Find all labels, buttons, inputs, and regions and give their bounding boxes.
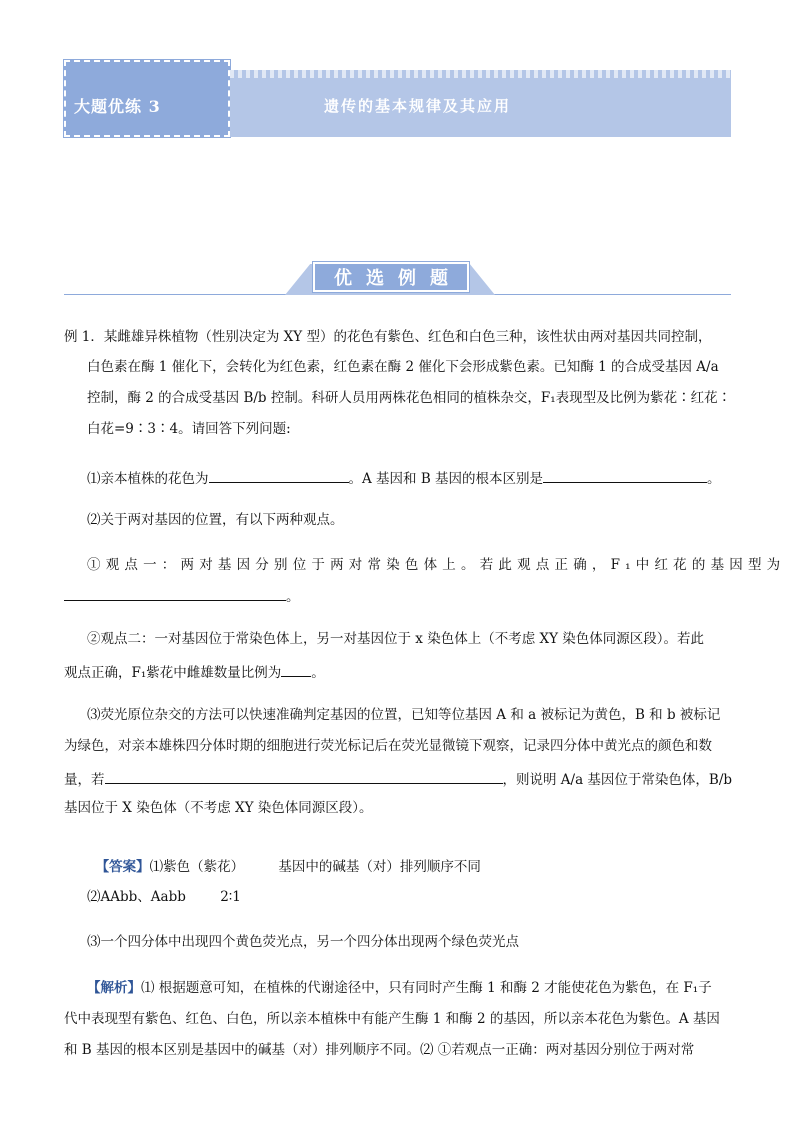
analysis-label: 【解析】 xyxy=(87,980,141,996)
answer-label: 【答案】 xyxy=(95,858,150,875)
answer-blank-2b[interactable] xyxy=(281,664,311,677)
question-2-view-1-end: 。 xyxy=(286,589,300,605)
analysis-line-1: ⑴ 根据题意可知，在植株的代谢途径中，只有同时产生酶 1 和酶 2 才能使花色为紫色，在 F₁子 xyxy=(141,980,712,996)
question-3-line-3 xyxy=(64,771,732,788)
answer-blank-3[interactable] xyxy=(105,771,503,784)
analysis-line-2: 代中表现型有紫色、红色、白色，所以亲本植株中有能产生酶 1 和酶 2 的基因，所以亲本花色为紫色。A 基因 xyxy=(64,1011,720,1027)
question-2-view-1-text: ①观点一：两对基因分别位于两对常染色体上。若此观点正确，F₁中红花的基因型为 xyxy=(87,557,786,573)
header-tag: 大题优练 3 xyxy=(74,97,161,116)
header-title-box xyxy=(230,70,731,137)
header-banner xyxy=(64,60,731,137)
section-heading xyxy=(313,262,469,292)
question-intro-line-4: 白花=9∶3∶4。请回答下列问题: xyxy=(87,421,291,437)
question-2: ⑵关于两对基因的位置，有以下两种观点。 xyxy=(87,512,344,528)
question-2-view-2-end: 。 xyxy=(311,665,325,681)
question-3-line-1: ⑶荧光原位杂交的方法可以快速准确判定基因的位置，已知等位基因 A 和 a 被标记为黄色，B 和 b 被标记 xyxy=(87,707,721,723)
header-title: 遗传的基本规律及其应用 xyxy=(324,97,512,115)
answer-blank-1b[interactable] xyxy=(543,470,707,483)
answer-line-3: ⑶一个四分体中出现四个黄色荧光点，另一个四分体出现两个绿色荧光点 xyxy=(87,934,519,950)
question-2-view-2-line-2 xyxy=(64,664,325,681)
answer-line-2: ⑵AAbb、Aabb 2∶1 xyxy=(87,889,241,905)
answer-line-1: ⑴紫色（紫花） 基因中的碱基（对）排列顺序不同 xyxy=(149,858,481,875)
answer-block-line-1 xyxy=(87,847,481,874)
question-2-view-2-line-1: ②观点二：一对基因位于常染色体上，另一对基因位于 x 染色体上（不考虑 XY 染色体同源区段）。若此 xyxy=(87,631,705,647)
answer-blank-1a[interactable] xyxy=(209,470,349,483)
header-tag-box xyxy=(64,60,230,137)
question-intro-line-2: 白色素在酶 1 催化下，会转化为红色素，红色素在酶 2 催化下会形成紫色素。已知酶 1 的合成受基因 A/a xyxy=(87,359,719,375)
question-2-view-1-answer xyxy=(64,588,300,605)
analysis-block-line-1 xyxy=(87,982,712,996)
question-1-text-a: ⑴亲本植株的花色为 xyxy=(87,471,209,487)
question-2-view-2-text: 观点正确，F₁紫花中雌雄数量比例为 xyxy=(64,665,282,681)
question-1 xyxy=(87,470,721,487)
question-2-view-1 xyxy=(87,559,785,573)
question-3-line-4: 基因位于 X 染色体（不考虑 XY 染色体同源区段）。 xyxy=(64,800,373,816)
analysis-line-3: 和 B 基因的根本区别是基因中的碱基（对）排列顺序不同。⑵ ①若观点一正确：两对基因分别位于两对常 xyxy=(64,1042,695,1058)
question-intro-line-3: 控制，酶 2 的合成受基因 B/b 控制。科研人员用两株花色相同的植株杂交，F₁表现型及比例为紫花∶红花∶ xyxy=(87,390,732,406)
question-3-text-a: 量，若 xyxy=(64,772,105,788)
question-3-text-b: ，则说明 A/a 基因位于常染色体，B/b xyxy=(502,772,733,788)
question-3-line-2: 为绿色，对亲本雄株四分体时期的细胞进行荧光标记后在荧光显微镜下观察，记录四分体中黄光点的颜色和数 xyxy=(64,738,712,754)
question-1-text-c: 。 xyxy=(707,471,721,487)
question-1-text-b: 。A 基因和 B 基因的根本区别是 xyxy=(348,471,544,487)
question-intro-line-1: 例 1．某雌雄异株植物（性别决定为 XY 型）的花色有紫色、红色和白色三种，该性状由两对基因共同控制， xyxy=(64,329,712,345)
answer-blank-2a[interactable] xyxy=(64,588,286,601)
section-title: 优选例题 xyxy=(334,268,462,289)
